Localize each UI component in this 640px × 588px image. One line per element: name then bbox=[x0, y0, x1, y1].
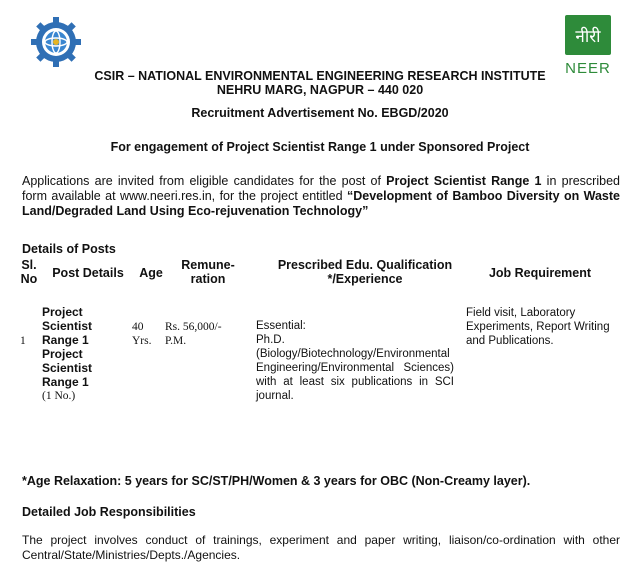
neeri-logo-hindi: नीरी bbox=[575, 27, 601, 47]
th-remuneration: Remune-ration bbox=[181, 258, 235, 286]
project-title: “Development of Bamboo Diversity on Waste Land/Degraded Land Using Eco-rejuvenation Technology” bbox=[22, 189, 620, 218]
th-sl-no: Sl. No bbox=[20, 258, 38, 286]
neeri-logo-text: NEER bbox=[565, 60, 611, 77]
neeri-logo-badge bbox=[565, 15, 611, 55]
row-post-name: Project Scientist Range 1 bbox=[42, 305, 93, 347]
intro-post-name: Project Scientist Range 1 bbox=[386, 174, 542, 188]
th-post-details: Post Details bbox=[52, 266, 124, 280]
engagement-line: For engagement of Project Scientist Range 1 under Sponsored Project bbox=[110, 140, 530, 154]
institute-name: CSIR – NATIONAL ENVIRONMENTAL ENGINEERING RESEARCH INSTITUTE bbox=[94, 69, 546, 83]
row-remuneration: Rs. 56,000/- P.M. bbox=[165, 321, 222, 347]
row-age: 40 Yrs. bbox=[132, 321, 152, 347]
intro-paragraph bbox=[22, 174, 620, 219]
row-post-name-repeat: Project Scientist Range 1 bbox=[42, 347, 93, 389]
row-sl-no: 1 bbox=[20, 335, 26, 347]
row-job-requirement: Field visit, Laboratory Experiments, Report Writing and Publications. bbox=[466, 307, 610, 347]
intro-text-1: Applications are invited from eligible candidates for the post of bbox=[22, 174, 387, 188]
row-qualification: Ph.D. (Biology/Biotechnology/Environmental Engineering/Environmental Sciences) with at least six publications in SCI journal. bbox=[256, 334, 454, 402]
th-job-requirement: Job Requirement bbox=[488, 266, 592, 280]
row-essential-label: Essential: bbox=[256, 320, 306, 332]
responsibilities-heading: Detailed Job Responsibilities bbox=[22, 505, 196, 519]
responsibilities-text: The project involves conduct of trainings, experiment and paper writing, liaison/co-ordination with other Central/State/Ministries/Depts./Agencies. bbox=[22, 533, 620, 562]
intro-text-2: in prescribed form available at www.neeri.res.in, for the project entitled bbox=[22, 174, 620, 203]
advertisement-number: Recruitment Advertisement No. EBGD/2020 bbox=[191, 106, 449, 120]
csir-logo bbox=[30, 16, 82, 68]
th-qualification: Prescribed Edu. Qualification */Experience bbox=[277, 258, 453, 286]
age-relaxation: *Age Relaxation: 5 years for SC/ST/PH/Women & 3 years for OBC (Non-Creamy layer). bbox=[22, 474, 531, 488]
th-age: Age bbox=[139, 266, 163, 280]
institute-address: NEHRU MARG, NAGPUR – 440 020 bbox=[216, 83, 424, 97]
row-post-count: (1 No.) bbox=[42, 390, 76, 402]
details-heading: Details of Posts bbox=[22, 242, 116, 256]
